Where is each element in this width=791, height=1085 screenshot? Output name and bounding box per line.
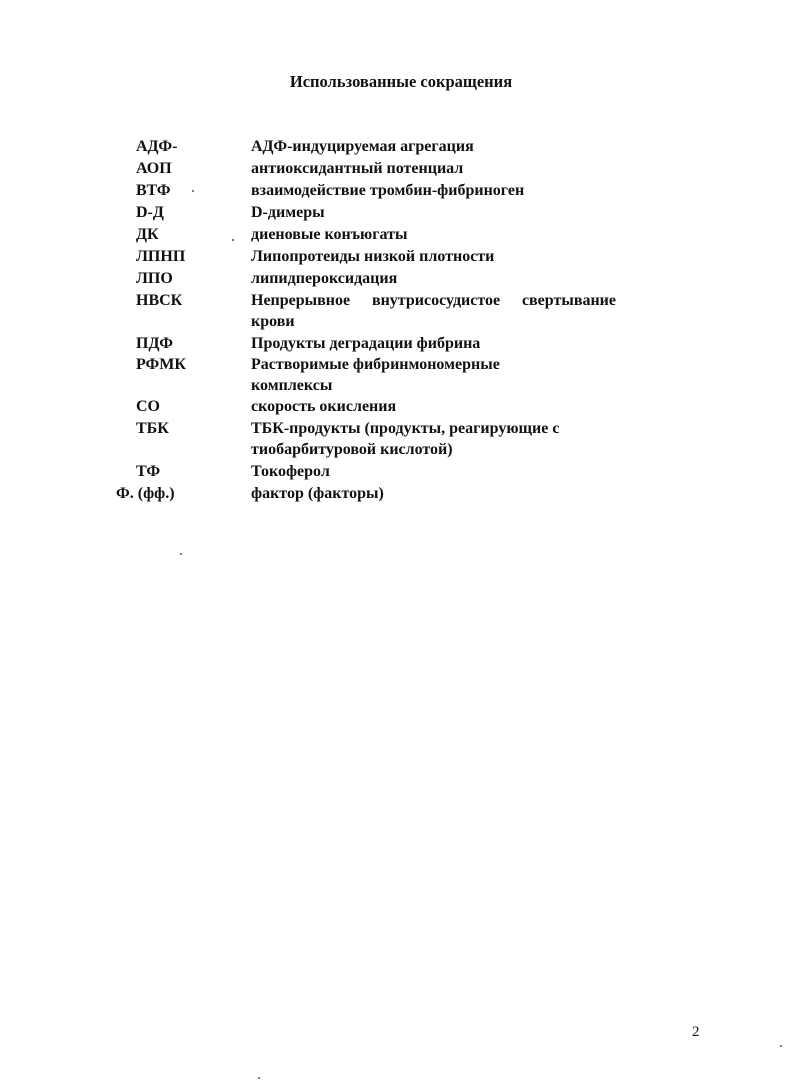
definition: АДФ-индуцируемая агрегация — [251, 138, 474, 155]
abbreviation: ТФ — [136, 463, 161, 480]
definition: Липопротеиды низкой плотности — [251, 248, 495, 265]
abbreviation: Ф. (фф.) — [116, 485, 175, 502]
definition: взаимодействие тромбин-фибриноген — [251, 182, 525, 199]
abbreviation: ЛПНП — [136, 248, 186, 265]
definition: фактор (факторы) — [251, 485, 384, 502]
scan-speck — [180, 553, 182, 555]
definition: Токоферол — [251, 463, 330, 480]
abbreviation: ПДФ — [136, 335, 173, 352]
abbreviation: ЛПО — [136, 270, 173, 287]
scan-speck — [192, 190, 194, 192]
scan-speck — [780, 1045, 782, 1047]
abbreviation: СО — [136, 398, 160, 415]
definition: липидпероксидация — [251, 270, 398, 287]
definition: Непрерывное внутрисосудистое свертывание крови — [251, 292, 616, 330]
abbreviation: АДФ- — [136, 138, 178, 155]
abbreviation: АОП — [136, 160, 172, 177]
definition: антиоксидантный потенциал — [251, 160, 464, 177]
page-number: 2 — [692, 1024, 700, 1040]
abbreviation: ВТФ — [136, 182, 171, 199]
scan-speck — [258, 1077, 260, 1079]
definition: Растворимые фибринмономерные комплексы — [251, 356, 500, 394]
definition: D-димеры — [251, 204, 325, 221]
abbreviation: D-Д — [136, 204, 164, 221]
scan-speck — [232, 239, 234, 241]
abbreviation: ТБК — [136, 420, 169, 437]
definition: диеновые конъюгаты — [251, 226, 408, 243]
definition: скорость окисления — [251, 398, 397, 415]
definition: ТБК-продукты (продукты, реагирующие с тиобарбитуровой кислотой) — [251, 420, 560, 458]
abbreviation: ДК — [136, 226, 159, 243]
definition: Продукты деградации фибрина — [251, 335, 481, 352]
abbreviation: РФМК — [136, 356, 186, 373]
page-title: Использованные сокращения — [289, 72, 513, 91]
abbreviation: НВСК — [136, 292, 183, 309]
